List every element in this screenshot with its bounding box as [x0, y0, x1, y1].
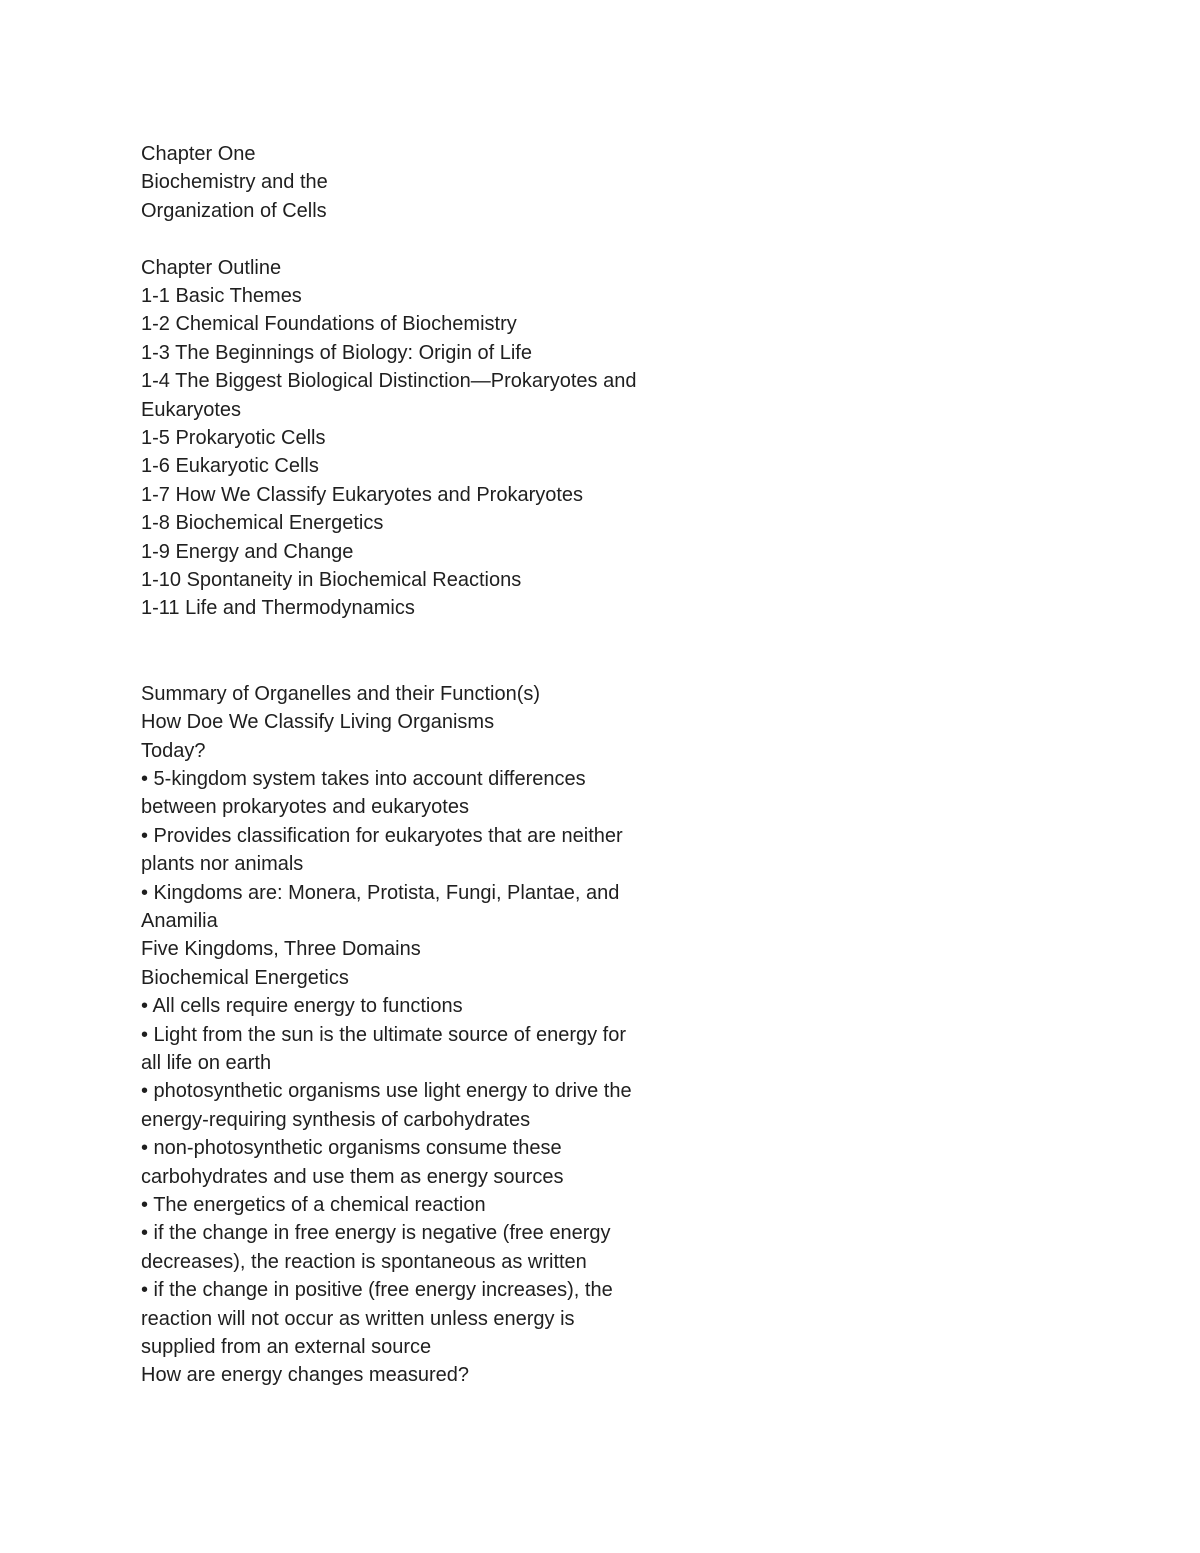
document-page [141, 140, 701, 1390]
note-line: plants nor animals [141, 853, 304, 876]
note-line: Summary of Organelles and their Function(s) [141, 682, 541, 705]
note-line: Anamilia [141, 909, 218, 932]
outline-item: 1-9 Energy and Change [141, 540, 354, 563]
spacer [141, 623, 701, 680]
outline-item: 1-8 Biochemical Energetics [141, 512, 384, 535]
outline-item: 1-3 The Beginnings of Biology: Origin of Life [141, 341, 532, 364]
note-line: • Provides classification for eukaryotes that are neither [141, 824, 623, 847]
note-line: • photosynthetic organisms use light energy to drive the [141, 1080, 632, 1103]
note-line: • The energetics of a chemical reaction [141, 1194, 486, 1216]
note-line: reaction will not occur as written unless energy is [141, 1307, 575, 1330]
outline-item: 1-10 Spontaneity in Biochemical Reactions [141, 569, 522, 592]
note-line: Five Kingdoms, Three Domains [141, 938, 421, 961]
note-line: supplied from an external source [141, 1336, 432, 1359]
outline-item: 1-11 Life and Thermodynamics [141, 597, 415, 620]
note-line: • if the change in positive (free energy increases), the [141, 1279, 613, 1302]
note-line: Biochemical Energetics [141, 966, 349, 989]
note-line: carbohydrates and use them as energy sources [141, 1165, 564, 1188]
note-line: How Doe We Classify Living Organisms [141, 711, 495, 734]
outline-item: 1-6 Eukaryotic Cells [141, 455, 319, 478]
spacer [141, 225, 701, 253]
note-line: • non-photosynthetic organisms consume these [141, 1137, 562, 1160]
note-line: • if the change in free energy is negative (free energy [141, 1222, 611, 1245]
chapter-title-line: Organization of Cells [141, 199, 327, 222]
outline-item: 1-1 Basic Themes [141, 285, 302, 308]
note-line: How are energy changes measured? [141, 1364, 469, 1387]
note-line: • 5-kingdom system takes into account differences [141, 767, 586, 790]
chapter-title-line: Biochemistry and the [141, 171, 328, 194]
note-line: • Light from the sun is the ultimate source of energy for [141, 1023, 627, 1046]
note-line: • Kingdoms are: Monera, Protista, Fungi, Plantae, and [141, 881, 620, 904]
chapter-number: Chapter One [141, 143, 256, 165]
outline-heading: Chapter Outline [141, 256, 282, 279]
note-line: decreases), the reaction is spontaneous as written [141, 1250, 587, 1273]
outline-item: Eukaryotes [141, 398, 242, 421]
outline-item: 1-5 Prokaryotic Cells [141, 427, 326, 450]
outline-item: 1-2 Chemical Foundations of Biochemistry [141, 313, 517, 336]
note-line: all life on earth [141, 1051, 272, 1074]
note-line: • All cells require energy to functions [141, 995, 463, 1018]
outline-item: 1-7 How We Classify Eukaryotes and Prokaryotes [141, 483, 584, 506]
note-line: Today? [141, 739, 206, 762]
note-line: energy-requiring synthesis of carbohydrates [141, 1108, 531, 1131]
outline-item: 1-4 The Biggest Biological Distinction—Prokaryotes and [141, 370, 637, 393]
note-line: between prokaryotes and eukaryotes [141, 796, 469, 819]
